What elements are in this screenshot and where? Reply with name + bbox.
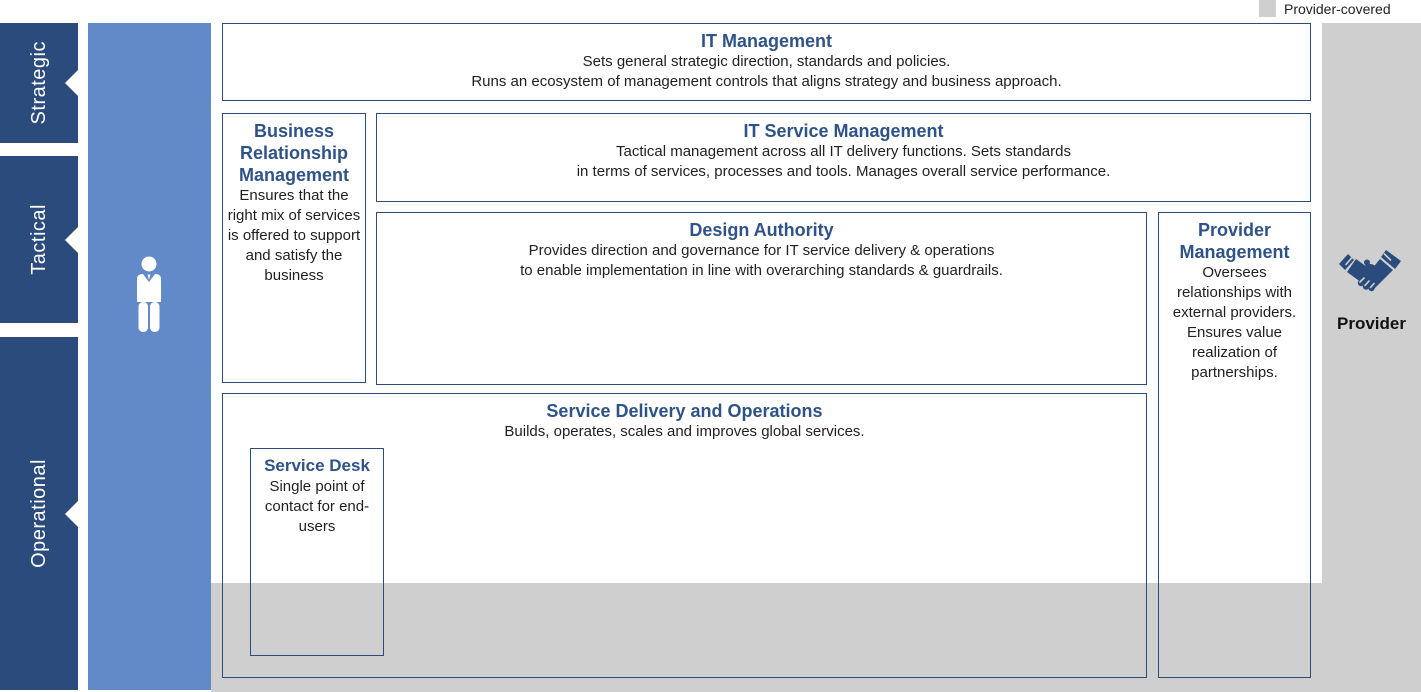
itsm-body-line2: in terms of services, processes and tools. Manages overall service performance. <box>576 163 1111 180</box>
legend <box>1259 0 1391 17</box>
provider-management-box <box>1158 212 1311 678</box>
it-service-management-box <box>376 113 1311 202</box>
design-authority-box <box>376 212 1147 385</box>
legend-label: Provider-covered <box>1284 0 1391 17</box>
provider-label: Provider <box>1337 314 1406 333</box>
it-management-body-line1: Sets general strategic direction, standards and policies. <box>582 53 951 70</box>
brm-title: Business Relationship Management <box>238 121 350 185</box>
provider-covered-swatch-icon <box>1259 0 1276 17</box>
brm-body: Ensures that the right mix of services is offered to support and satisfy the business <box>227 187 361 284</box>
level-arrow-notch-icon <box>65 501 78 527</box>
level-arrow-notch-icon <box>65 227 78 253</box>
service-desk-body: Single point of contact for end-users <box>264 478 370 535</box>
provider-management-body: Oversees relationships with external providers. Ensures value realization of partnerships. <box>1172 264 1297 381</box>
sidebar-level-strategic <box>0 23 78 143</box>
service-desk-title: Service Desk <box>264 456 370 475</box>
business-customer-column <box>88 23 211 690</box>
it-management-title: IT Management <box>700 31 833 51</box>
itsm-body-line1: Tactical management across all IT delivery functions. Sets standards <box>616 143 1071 160</box>
provider-management-title: Provider Management <box>1179 220 1290 262</box>
strategic-label: Strategic <box>27 41 50 125</box>
sidebar-level-tactical <box>0 156 78 323</box>
person-icon <box>134 256 164 339</box>
operational-label: Operational <box>27 459 50 568</box>
sdo-body: Builds, operates, scales and improves global services. <box>504 423 865 440</box>
it-management-box <box>222 23 1311 101</box>
level-arrow-notch-icon <box>65 70 78 96</box>
design-authority-title: Design Authority <box>689 220 834 240</box>
business-customer-line1: Business/ <box>667 360 754 380</box>
sdo-title: Service Delivery and Operations <box>546 401 823 421</box>
design-authority-body-line1: Provides direction and governance for IT service delivery & operations <box>528 242 995 259</box>
tactical-label: Tactical <box>27 204 50 275</box>
design-authority-body-line2: to enable implementation in line with overarching standards & guardrails. <box>520 262 1003 279</box>
business-relationship-management-box <box>222 113 366 383</box>
handshake-icon <box>1338 248 1402 301</box>
service-desk-box <box>250 448 384 656</box>
business-customer-line2: Customer <box>668 385 753 405</box>
itsm-title: IT Service Management <box>743 121 944 141</box>
it-management-body-line2: Runs an ecosystem of management controls that aligns strategy and business approach. <box>471 73 1062 90</box>
